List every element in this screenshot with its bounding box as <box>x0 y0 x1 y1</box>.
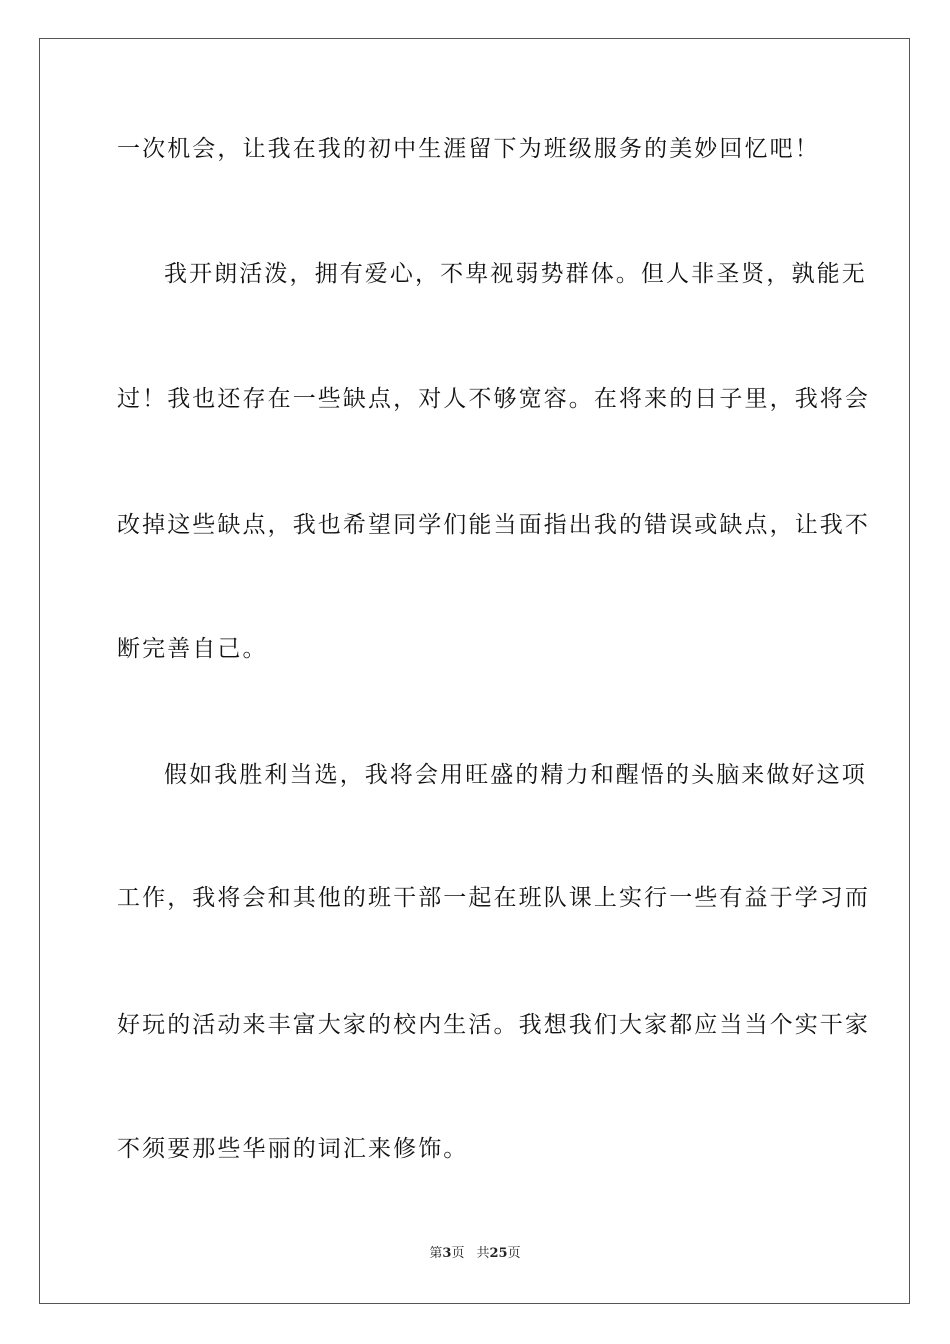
body-line: 过！我也还存在一些缺点，对人不够宽容。在将来的日子里，我将会 <box>117 386 870 412</box>
body-line: 好玩的活动来丰富大家的校内生活。我想我们大家都应当当个实干家 <box>117 1012 870 1038</box>
body-line: 一次机会，让我在我的初中生涯留下为班级服务的美妙回忆吧！ <box>117 136 820 162</box>
page-footer <box>0 1246 950 1262</box>
current-page: 3 <box>442 1246 452 1261</box>
total-page-count: 25 <box>489 1246 508 1261</box>
page-number <box>429 1246 464 1261</box>
body-line: 改掉这些缺点，我也希望同学们能当面指出我的错误或缺点，让我不 <box>117 512 870 538</box>
page-prefix: 第 <box>429 1246 443 1261</box>
total-pages <box>476 1246 520 1261</box>
page-border <box>39 38 910 1304</box>
paragraph-start-line: 我开朗活泼，拥有爱心，不卑视弱势群体。但人非圣贤，孰能无 <box>164 261 867 287</box>
paragraph-start-line: 假如我胜利当选，我将会用旺盛的精力和醒悟的头脑来做好这项 <box>164 762 867 788</box>
total-suffix: 页 <box>507 1246 521 1261</box>
body-line: 不须要那些华丽的词汇来修饰。 <box>117 1136 469 1162</box>
body-line: 工作，我将会和其他的班干部一起在班队课上实行一些有益于学习而 <box>117 885 870 911</box>
body-line: 断完善自己。 <box>117 636 268 662</box>
page-suffix: 页 <box>451 1246 465 1261</box>
total-prefix: 共 <box>476 1246 490 1261</box>
